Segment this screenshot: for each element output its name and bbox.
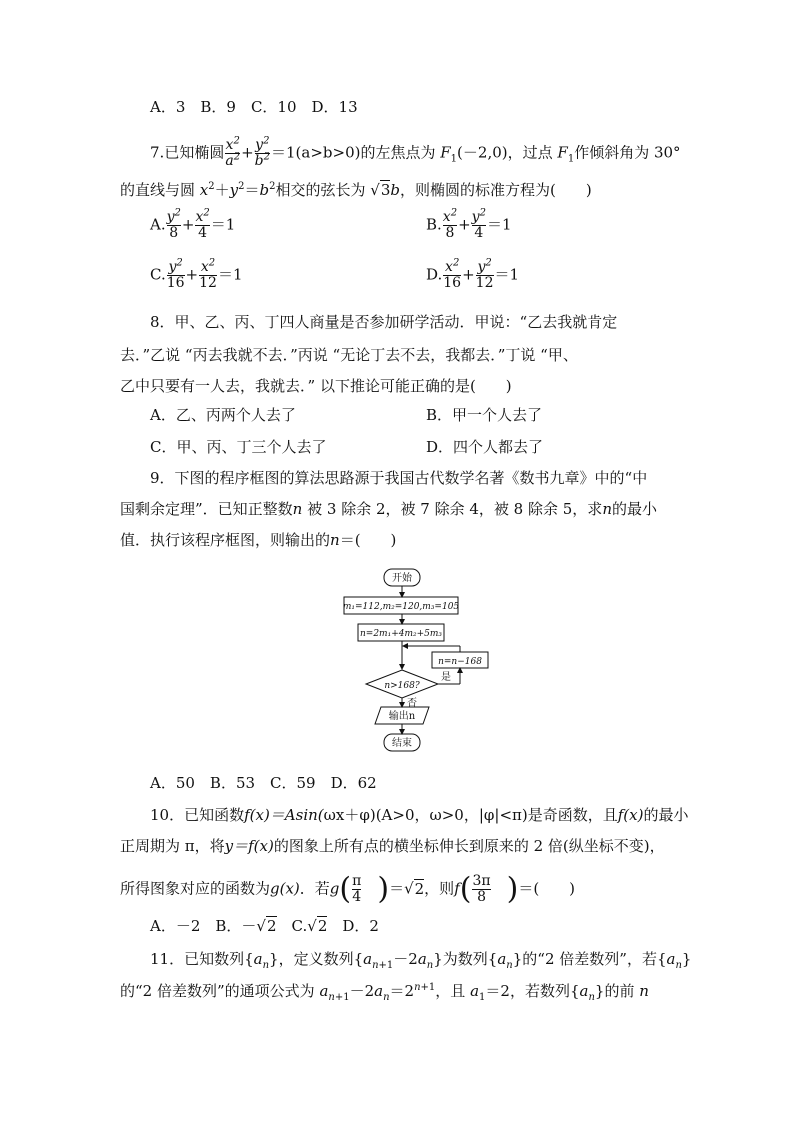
q7-text2: (a>b>0)的左焦点为: [295, 143, 436, 162]
q10-line1-a: 10．已知函数: [150, 806, 245, 824]
q8-line1: 8．甲、乙、丙、丁四人商量是否参加研学活动．甲说：“乙去我就肯定: [150, 313, 618, 331]
q10-line2: [120, 837, 665, 855]
q8-option-d: D．四个人都去了: [426, 438, 544, 456]
q9-line1: 9．下图的程序框图的算法思路源于我国古代数学名著《数书九章》中的“中: [150, 469, 648, 487]
q10-line3-b: g(x): [270, 879, 300, 898]
q10-line1-d: f(x): [617, 806, 644, 824]
q11-line2-b: ，且: [435, 982, 466, 1000]
q9-var-n-3: n: [330, 531, 340, 549]
q11-line2: 的“2 倍差数列”的通项公式为 $a_{n+1}-2a_n=2^{n+1}$，且 $a_1=2$，若数列$\{a_n\}$的前 n: [120, 982, 649, 1003]
q10-line1-b: f(x)＝Asin(: [244, 806, 324, 824]
q10-line1: [150, 806, 688, 824]
flow-cond-text: n>168?: [384, 681, 420, 691]
q10-line2-c: 的图象上所有点的横坐标伸长到原来的 2 倍(纵坐标不变)，: [273, 837, 665, 855]
q7-option-d-eq: ＝1: [494, 265, 520, 284]
q9-line3-a: 值．执行该程序框图，则输出的: [120, 531, 331, 549]
q7-line2: 的直线与圆 $x^2+y^2=b^2$相交的弦长为 √3b，则椭圆的标准方程为( ): [120, 181, 592, 199]
flow-formula-text: n=2m₁+4m₂+5m₃: [359, 629, 443, 639]
q10-options: A．－2 B．－√2 C.√2 D．2: [150, 917, 379, 935]
q9-line2-c: 的最小: [611, 500, 657, 518]
q11-line2-a: 的“2 倍差数列”的通项公式为: [120, 982, 315, 1000]
q11-line1-d: }的“2 倍差数列”，若{: [512, 950, 667, 968]
flow-no-label: 否: [407, 698, 417, 709]
q10-option-c: C.: [291, 917, 308, 935]
flow-loop-text: n=n−168: [438, 657, 482, 667]
q8-option-b: B．甲一个人去了: [426, 406, 543, 424]
q7-option-a-eq: ＝1: [210, 215, 236, 234]
flow-end-text: 结束: [392, 738, 412, 749]
q10-eight-den: 8: [472, 889, 490, 905]
q7-focus: F: [440, 143, 451, 162]
q10-line3-a: 所得图象对应的函数为: [120, 879, 271, 898]
q9-line3-b: ＝( ): [339, 531, 397, 549]
q7-focus-value: (－2,0)，过点: [457, 143, 553, 162]
q9-line2-a: 国剩余定理”．已知正整数: [120, 500, 293, 518]
q10-3pi-num: 3π: [472, 873, 491, 889]
q10-line1-c: ωx＋φ)(A>0，ω>0，|φ|<π)是奇函数，且: [323, 806, 618, 824]
q11-line1: 11．已知数列$\{a_n\}$，定义数列$\{a_{n+1}-2a_n\}$为数列$\{a_n\}$的“2 倍差数列”，若$\{a_n\}$: [150, 950, 692, 971]
q8-option-c: C．甲、丙、丁三个人去了: [150, 438, 327, 456]
q7-option-c: C. $\frac{y^2}{16}$ + $\frac{x^2}{12}$ ＝1: [150, 257, 243, 291]
q10-pi-num: π: [352, 873, 362, 889]
flow-output-text: 输出n: [388, 711, 416, 722]
q8-line2: 去．”乙说 “丙去我就不去．”丙说 “无论丁去不去，我都去．”丁说 “甲、: [120, 346, 578, 364]
q10-four-den: 4: [352, 889, 362, 905]
q7-text6: ，则椭圆的标准方程为( ): [400, 181, 592, 199]
q9-var-n-2: n: [602, 500, 612, 518]
q8-option-a: A．乙、丙两个人去了: [150, 406, 296, 424]
q11-line2-d: }的前: [594, 982, 635, 1000]
q10-line1-e: 的最小: [643, 806, 689, 824]
q7-option-a-label: A.: [150, 215, 166, 234]
q7-text1: 已知椭圆: [164, 143, 225, 162]
q10-line3-e: ＝( ): [518, 879, 576, 898]
q7-option-c-label: C.: [150, 265, 166, 284]
q7-option-b-label: B.: [426, 215, 442, 234]
q7-text5: 相交的弦长为: [275, 181, 366, 199]
flow-assign-text: m₁=112,m₂=120,m₃=105: [342, 602, 460, 612]
q10-options-ab: A．－2 B．－: [150, 917, 257, 935]
q7-option-d-label: D.: [426, 265, 443, 284]
frac-y2-b2: $\frac{y^2}{b^2}$: [254, 135, 270, 169]
q7-option-b: B. $\frac{x^2}{8}$ + $\frac{y^2}{4}$ ＝1: [426, 207, 512, 241]
q7-line1: 7.已知椭圆 $\frac{x^2}{a^2}$ + $\frac{y^2}{b^2}$ ＝1(a>b>0)的左焦点为 $F_1(-2,0)$，过点 $F_1$作倾斜角为 30°: [150, 135, 681, 169]
q10-line2-b: y＝f(x): [224, 837, 274, 855]
q10-sqrt2: 2: [414, 879, 425, 898]
q10-line2-a: 正周期为 π，将: [120, 837, 225, 855]
q11-line1-e: }: [681, 950, 692, 968]
q11-line1-c: }为数列{: [433, 950, 498, 968]
q7-option-b-eq: ＝1: [486, 215, 512, 234]
q7-option-d: D. $\frac{x^2}{16}$ + $\frac{y^2}{12}$ ＝1: [426, 257, 520, 291]
q7-option-c-eq: ＝1: [217, 265, 243, 284]
q10-line3-d: ，则: [424, 879, 455, 898]
q11-line1-b: }，定义数列{: [269, 950, 364, 968]
q9-options: A．50 B．53 C．59 D．62: [150, 774, 377, 792]
q10-line3-c: ．若: [299, 879, 330, 898]
q7-text3: 作倾斜角为 30°: [574, 143, 681, 162]
q10-line3: 所得图象对应的函数为g(x)．若g( $\frac{\pi}{4}$ )＝√2，则f( $\frac{3\pi}{8}$ )＝( ): [120, 871, 576, 907]
flow-yes-label: 是: [441, 672, 451, 683]
q6-options: A．3 B．9 C．10 D．13: [150, 98, 358, 116]
flow-start-text: 开始: [392, 573, 412, 584]
q7-number: 7.: [150, 143, 165, 162]
q11-line2-c: ＝2，若数列{: [485, 982, 580, 1000]
q7-text4: 的直线与圆: [120, 181, 196, 199]
q11-var-n: n: [639, 982, 649, 1000]
q7-option-a: A. $\frac{y^2}{8}$ + $\frac{x^2}{4}$ ＝1: [150, 207, 236, 241]
q8-line3: 乙中只要有一人去，我就去．” 以下推论可能正确的是( ): [120, 377, 512, 395]
frac-x2-a2: $\frac{x^2}{a^2}$: [225, 135, 241, 169]
q10-option-d: D．2: [342, 917, 379, 935]
q11-line1-a: 11．已知数列{: [150, 950, 254, 968]
q9-line2-b: 被 3 除余 2，被 7 除余 4，被 8 除余 5，求: [307, 500, 603, 518]
q9-var-n: n: [292, 500, 303, 518]
